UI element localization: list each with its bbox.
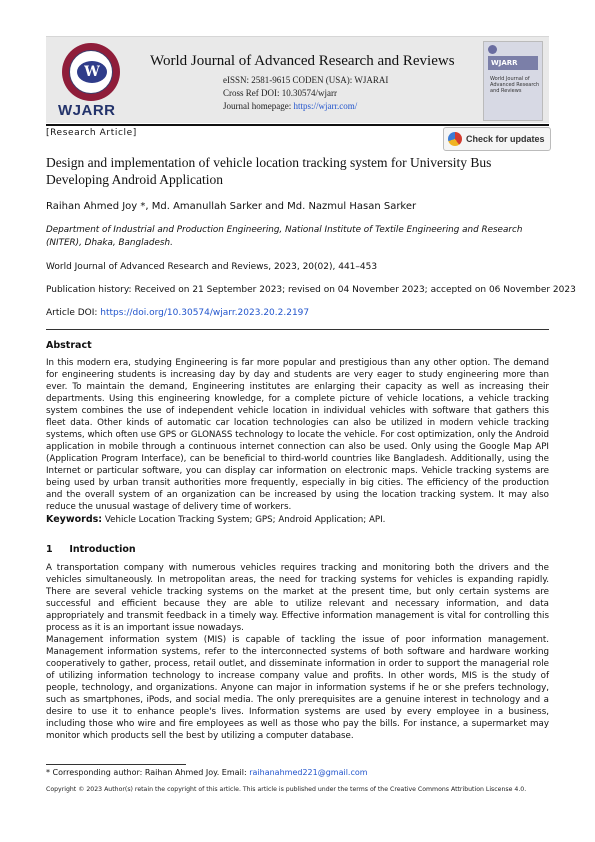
- citation: World Journal of Advanced Research and Reviews, 2023, 20(02), 441–453: [46, 262, 378, 272]
- logo-circle: [62, 43, 120, 101]
- corresponding-author-footnote: [46, 768, 368, 777]
- intro-paragraph-1: A transportation company with numerous vehicles requires tracking and monitoring both the drivers and the vehicles simultaneously. In metropolitan areas, the need for tracking systems for vehicles is expanding rapidly. There are several vehicle tracking systems on the market at the present time, but only certain systems are successful and efficient because they are able to utilize relevant and necessary information, and data appropriately and transmit feedback in a timely way. Effective information management is vital for controlling this process as it is an important issue nowadays.: [46, 563, 549, 633]
- journal-banner: [46, 36, 549, 123]
- author-email-link[interactable]: raihanahmed221@gmail.com: [249, 768, 368, 777]
- keywords-text: Vehicle Location Tracking System; GPS; Android Application; API.: [104, 515, 386, 525]
- article-type: [Research Article]: [46, 128, 137, 138]
- cover-badge: WJARR: [488, 56, 538, 70]
- journal-cover-thumbnail: [483, 41, 543, 121]
- check-updates-button[interactable]: [443, 127, 551, 151]
- cover-emblem-icon: [488, 45, 497, 54]
- section-rule: [46, 329, 549, 330]
- authors: Raihan Ahmed Joy *, Md. Amanullah Sarker and Md. Nazmul Hasan Sarker: [46, 201, 417, 212]
- publication-history: Publication history: Received on 21 September 2023; revised on 04 November 2023; accepted on 06 November 2023: [46, 285, 576, 295]
- journal-logo: [54, 43, 126, 123]
- homepage-label: Journal homepage:: [223, 101, 294, 111]
- section-number: 1: [46, 544, 53, 555]
- homepage-link[interactable]: https://wjarr.com/: [293, 101, 358, 111]
- abstract-text: In this modern era, studying Engineering is far more popular and prestigious than any other option. The demand for engineering students is increasing day by day and students are very eager to study engineering more than ever. To maintain the demand, Engineering institutes are enlarging their capacity as well as increasing their departments. Using this engineering knowledge, for a complete picture of vehicle locations, a vehicle tracking system combines the use of independent vehicle location in individual vehicles with software that gathers this fleet data. Other kinds of automatic car location technologies can also be utilized in modern vehicle tracking systems, which often use GPS or GLONASS technology to locate the vehicle. For cost optimization, only the Android application in mobile through a continuous internet connection can also be used. Only using the Google Map API (Application Program Interface), can be beneficial to third-world countries like Bangladesh. Additionally, using the Internet or particular software, you can display car information on electronic maps. Vehicle tracking systems are being used by urban transit authorities more frequently, especially in big cities. The efficiency of the production and the overall system of an organization can be increased by using the location tracking system. It may also reduce the unusual wastage of delivery time of workers.: [46, 358, 549, 512]
- footnote-rule: [46, 764, 186, 765]
- cover-text: World Journal of Advanced Research and Reviews: [490, 76, 540, 94]
- doi-link[interactable]: https://doi.org/10.30574/wjarr.2023.20.2.2197: [100, 308, 310, 318]
- crossref-line: Cross Ref DOI: 10.30574/wjarr: [223, 88, 337, 98]
- journal-title: World Journal of Advanced Research and Reviews: [150, 53, 455, 69]
- doi-line: [46, 308, 309, 318]
- check-updates-label: Check for updates: [466, 134, 545, 144]
- abstract-heading: Abstract: [46, 340, 92, 351]
- section-title: Introduction: [69, 544, 136, 555]
- issn-line: eISSN: 2581-9615 CODEN (USA): WJARAI: [223, 75, 389, 85]
- doi-label: Article DOI:: [46, 308, 101, 318]
- logo-w-mark: W: [77, 61, 107, 83]
- article-title: Design and implementation of vehicle location tracking system for University Bus Developing Android Application: [46, 155, 492, 187]
- logo-text: WJARR: [58, 102, 116, 119]
- intro-paragraph-2: Management information system (MIS) is capable of tackling the issue of poor information management. Management information systems, refer to the interconnected systems of both software and hardware working cooperatively to gather, process, retail outlet, and disseminate information in order to support the managerial role of utilizing information technology to increase company value and profits. In other words, MIS is the study of people, technology, and organizations. Anyone can major in information systems if he or she prefers technology, such as smartphones, iPods, and social media. The only prerequisites are a genuine interest in technology and a desire to use it to enhance people's lives. Information systems are used by every employee in a business, including those who wire and fire employees as well as those who pay the bills. For instance, a supermarket may monitor which products sell the best by utilizing a computer database.: [46, 635, 549, 741]
- homepage-line: [223, 101, 357, 111]
- copyright-notice: Copyright © 2023 Author(s) retain the copyright of this article. This article is published under the terms of the Creative Commons Attribution Liscense 4.0.: [46, 786, 527, 793]
- introduction-heading: [46, 544, 136, 555]
- header-rule: [46, 124, 549, 126]
- crossmark-icon: [448, 132, 462, 146]
- keywords-line: [46, 514, 385, 525]
- footnote-label: * Corresponding author: Raihan Ahmed Joy. Email:: [46, 768, 250, 777]
- affiliation: Department of Industrial and Production Engineering, National Institute of Textile Engineering and Research (NITER), Dhaka, Bangladesh.: [46, 225, 523, 248]
- keywords-label: Keywords:: [46, 514, 103, 525]
